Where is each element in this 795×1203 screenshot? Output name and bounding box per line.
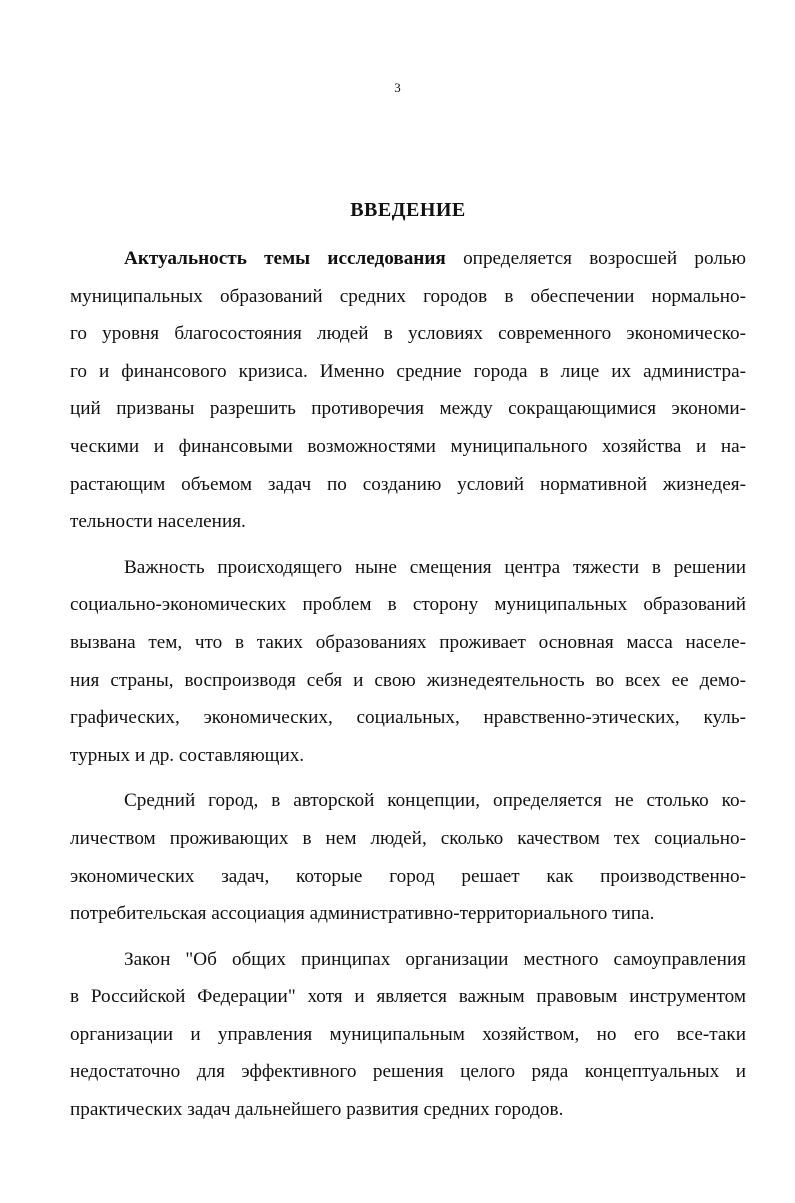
page-number: 3 <box>394 80 401 95</box>
text-line: вызвана тем, что в таких образованиях проживает основная масса населе- <box>70 631 746 653</box>
paragraph-relevance <box>70 240 746 541</box>
text-line: Важность происходящего ныне смещения центра тяжести в решении <box>124 556 746 578</box>
section-heading: ВВЕДЕНИЕ <box>350 199 466 221</box>
text-line: муниципальных образований средних городов в обеспечении нормально- <box>70 285 746 307</box>
text-line: тельности населения. <box>70 511 246 533</box>
text-line: практических задач дальнейшего развития средних городов. <box>70 1099 564 1121</box>
text-line: организации и управления муниципальным хозяйством, но его все-таки <box>70 1023 746 1045</box>
text-line: потребительская ассоциация административно-территориального типа. <box>70 903 655 925</box>
relevance-lead-phrase: Актуальность темы исследования <box>124 248 446 269</box>
text-line: Закон "Об общих принципах организации местного самоуправления <box>124 948 746 970</box>
text-line: го и финансового кризиса. Именно средние города в лице их администра- <box>70 360 746 382</box>
paragraph-importance <box>70 549 746 775</box>
paragraph-mid-city-definition <box>70 782 746 932</box>
text-line: в Российской Федерации" хотя и является важным правовым инструментом <box>70 986 746 1008</box>
text-line: турных и др. составляющих. <box>70 744 305 766</box>
paragraph-law <box>70 941 746 1129</box>
text-line: личеством проживающих в нем людей, сколько качеством тех социально- <box>70 827 746 849</box>
text-line: ческими и финансовыми возможностями муниципального хозяйства и на- <box>70 435 746 457</box>
text-line: го уровня благосостояния людей в условиях современного экономическо- <box>70 323 746 345</box>
text-line: ций призваны разрешить противоречия между сокращающимися экономи- <box>70 398 746 420</box>
text-line: недостаточно для эффективного решения целого ряда концептуальных и <box>70 1061 746 1083</box>
text-line: графических, экономических, социальных, нравственно-этических, куль- <box>70 707 746 729</box>
text-line: экономических задач, которые город решает как производственно- <box>70 865 746 887</box>
text-line: Средний город, в авторской концепции, определяется не столько ко- <box>124 790 746 812</box>
body-text <box>70 240 746 1129</box>
text-line: ния страны, воспроизводя себя и свою жизнедеятельность во всех ее демо- <box>70 669 746 691</box>
text-line: социально-экономических проблем в сторону муниципальных образований <box>70 594 746 616</box>
text-line: Актуальность темы исследования определяется возросшей ролью <box>124 248 746 269</box>
text-line: растающим объемом задач по созданию условий нормативной жизнедея- <box>70 473 746 495</box>
